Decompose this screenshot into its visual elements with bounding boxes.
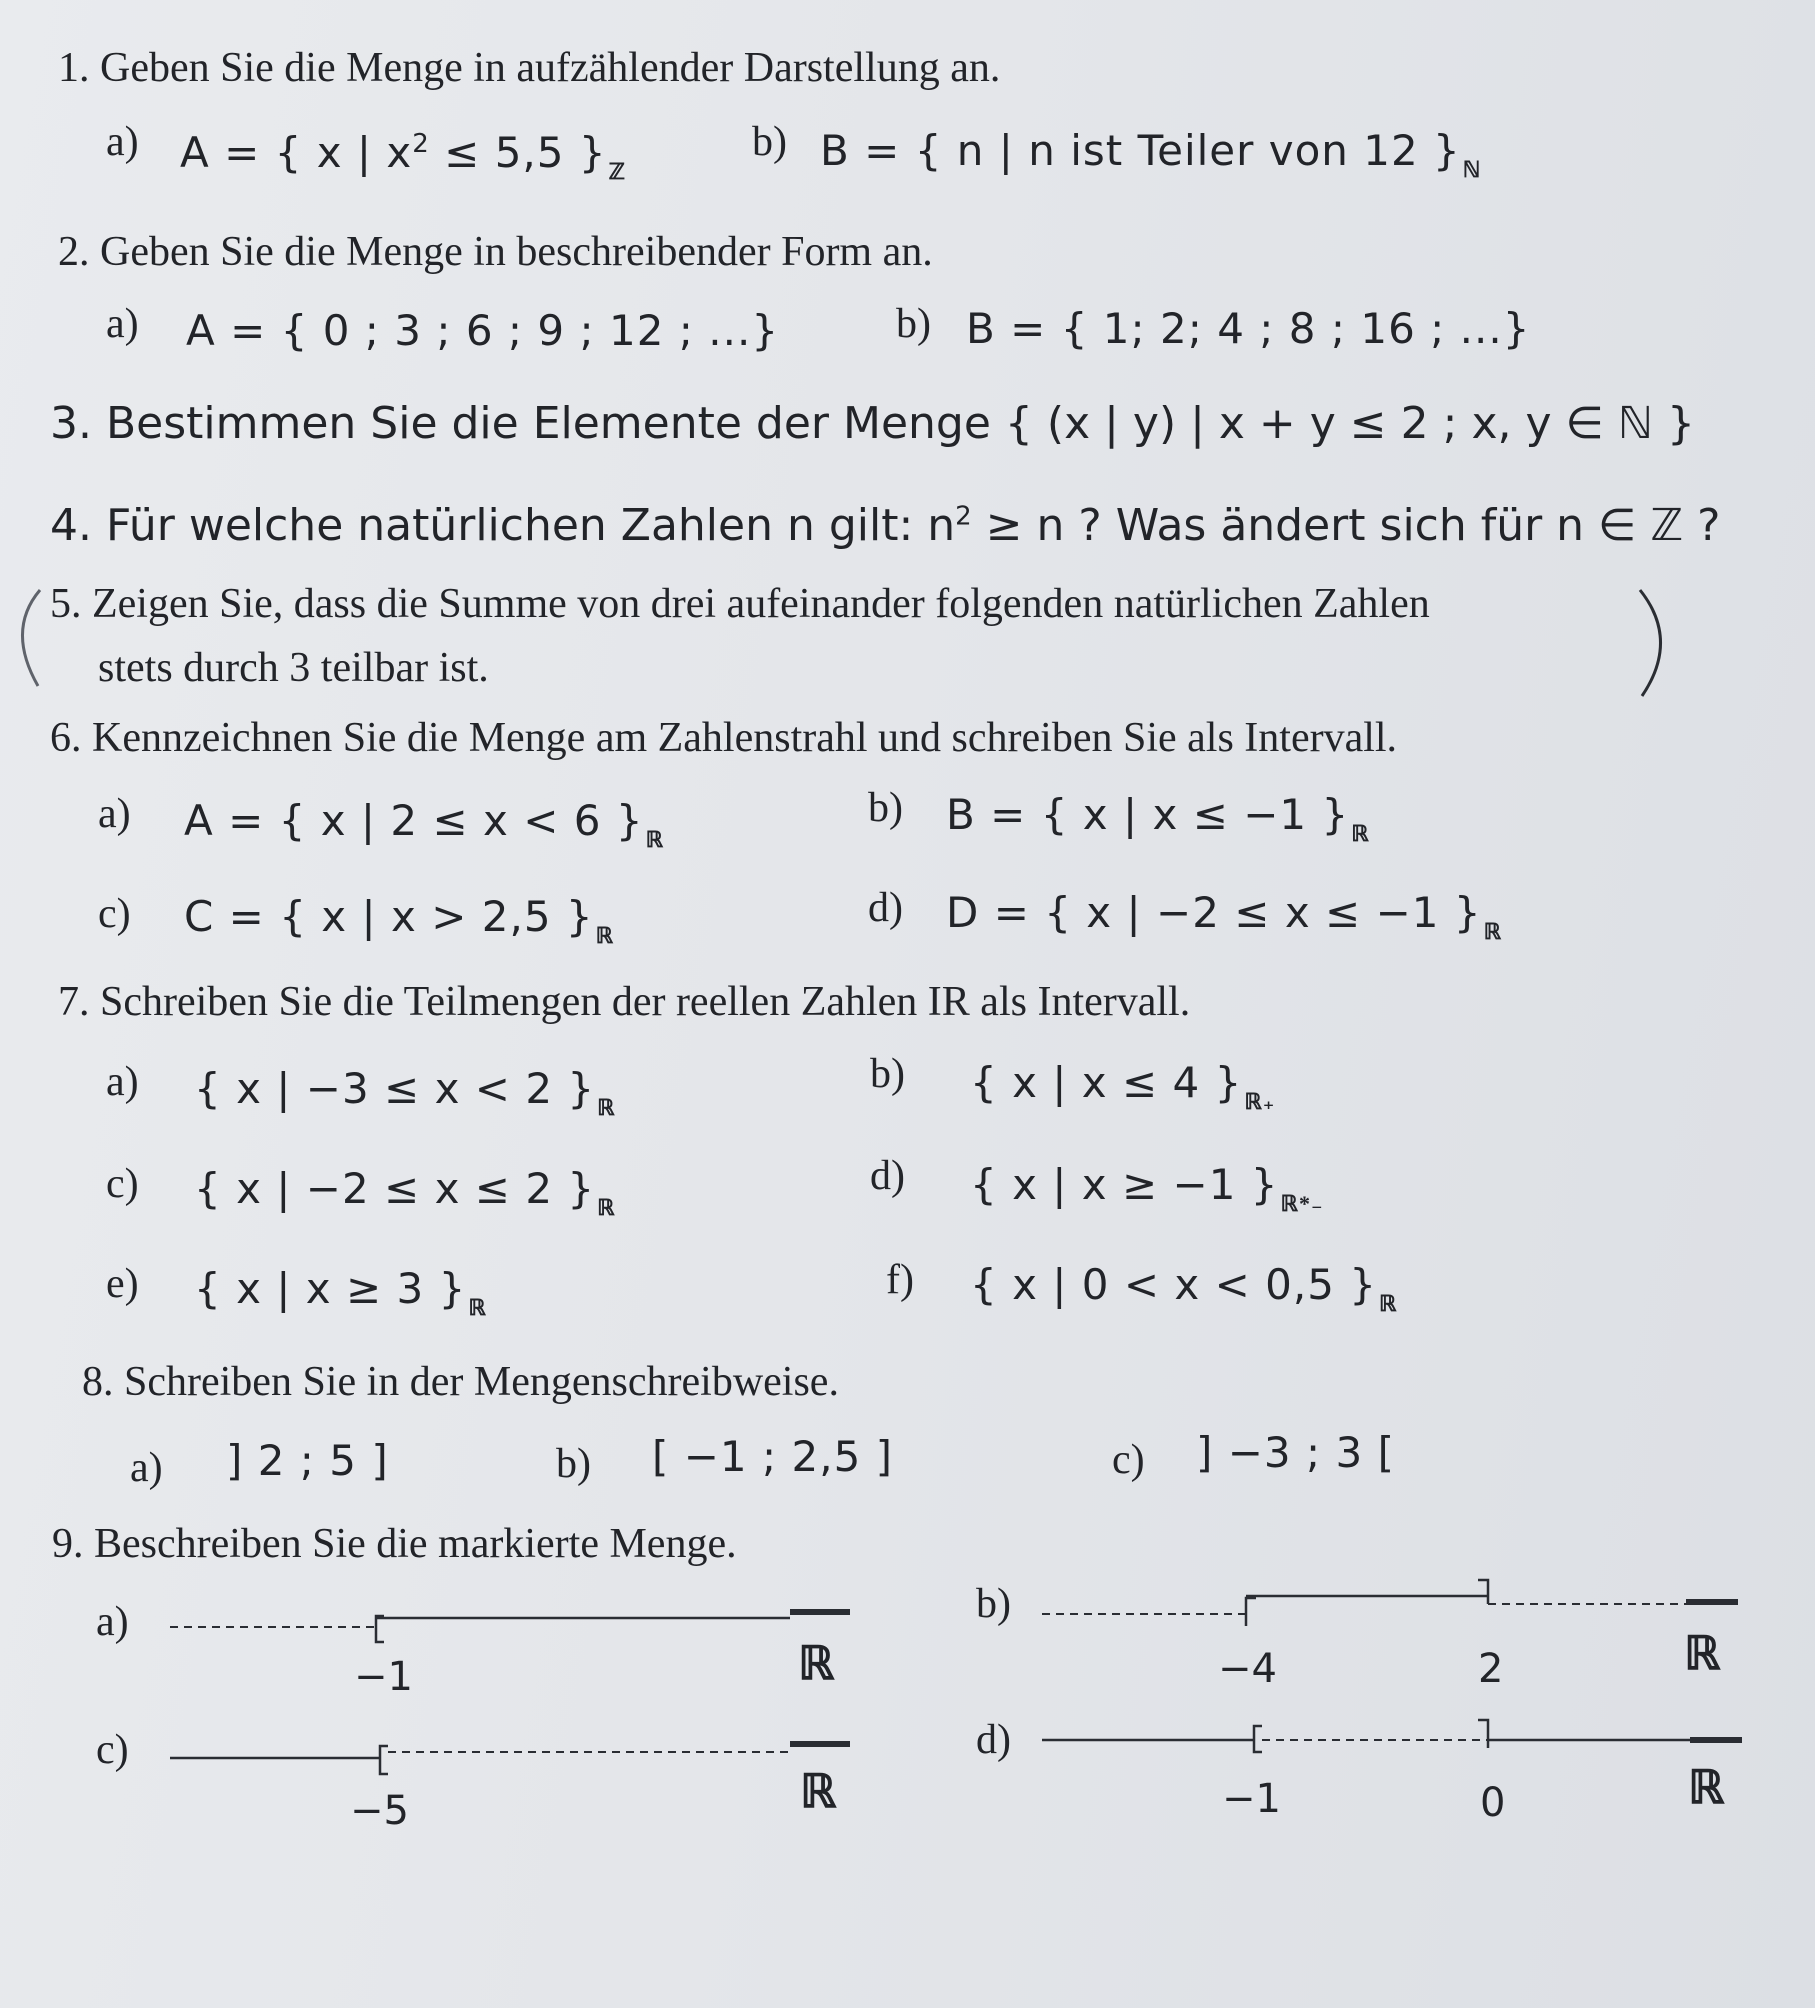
task1b-set: B = { n | n ist Teiler von 12 }$_ℕ$	[820, 126, 1482, 182]
task7f-label: f)	[886, 1257, 914, 1303]
task7e-label: e)	[106, 1261, 139, 1307]
task7e-domain: ℝ	[468, 1295, 487, 1320]
task7f-set: { x | 0 < x < 0,5 }$_ℝ$	[970, 1260, 1398, 1316]
task6c-domain: ℝ	[595, 923, 615, 948]
close-bracket-mark	[1478, 1720, 1488, 1748]
task1b-domain: ℕ	[1462, 157, 1482, 182]
open-bracket-mark	[1246, 1598, 1256, 1626]
task6b-label: b)	[868, 785, 903, 831]
task9c-label: c)	[96, 1727, 129, 1773]
task7c-domain: ℝ	[597, 1195, 616, 1220]
task9b-tick1: −4	[1218, 1646, 1277, 1692]
task8a-interval: ] 2 ; 5 ]	[226, 1436, 389, 1485]
task1a-domain: ℤ	[608, 159, 626, 184]
task9b-axis: ℝ	[1684, 1628, 1721, 1679]
task6a-label: a)	[98, 791, 131, 837]
open-bracket-mark	[380, 1746, 388, 1774]
task9a-label: a)	[96, 1599, 129, 1645]
task2a-label: a)	[106, 301, 139, 347]
task2-heading: 2. Geben Sie die Menge in beschreibender Form an.	[58, 229, 933, 275]
task9a-tick: −1	[354, 1654, 413, 1700]
task8-heading: 8. Schreiben Sie in der Mengenschreibweise.	[82, 1359, 839, 1405]
task7e-set: { x | x ≥ 3 }$_ℝ$	[194, 1264, 487, 1320]
task6d-label: d)	[868, 885, 903, 931]
numberline-b	[1042, 1580, 1738, 1626]
task8c-interval: ] −3 ; 3 [	[1196, 1428, 1395, 1477]
task9b-label: b)	[976, 1581, 1011, 1627]
task7b-set: { x | x ≤ 4 }$_{ℝ_+}$	[970, 1058, 1276, 1114]
task7-heading: 7. Schreiben Sie die Teilmengen der reellen Zahlen IR als Intervall.	[58, 979, 1191, 1025]
task5-line1: 5. Zeigen Sie, dass die Summe von drei aufeinander folgenden natürlichen Zahlen	[50, 581, 1430, 627]
task1b-label: b)	[752, 119, 787, 165]
task9d-tick1: −1	[1222, 1776, 1281, 1822]
task7a-label: a)	[106, 1059, 139, 1105]
task7b-label: b)	[870, 1051, 905, 1097]
task7a-set: { x | −3 ≤ x < 2 }$_ℝ$	[194, 1064, 616, 1120]
numberline-a	[170, 1612, 850, 1642]
task7b-domain: ℝ₊	[1244, 1089, 1276, 1114]
task9a-axis: ℝ	[798, 1638, 835, 1689]
task2b-set: B = { 1; 2; 4 ; 8 ; 16 ; ...}	[966, 304, 1531, 353]
task7f-domain: ℝ	[1379, 1291, 1398, 1316]
task9c-tick: −5	[350, 1788, 409, 1834]
task8b-interval: [ −1 ; 2,5 ]	[652, 1432, 894, 1481]
task6d-set: D = { x | −2 ≤ x ≤ −1 }$_ℝ$	[946, 888, 1502, 944]
task4-text: 4. Für welche natürlichen Zahlen n gilt: $n^2 \ge n$ ? Was ändert sich für n ∈ ℤ ?	[50, 500, 1721, 551]
close-bracket-mark	[1478, 1580, 1488, 1604]
task8c-label: c)	[1112, 1437, 1145, 1483]
task8a-label: a)	[130, 1445, 163, 1491]
task8b-label: b)	[556, 1441, 591, 1487]
task7c-set: { x | −2 ≤ x ≤ 2 }$_ℝ$	[194, 1164, 616, 1220]
task6d-domain: ℝ	[1483, 919, 1502, 944]
task6b-domain: ℝ	[1351, 821, 1370, 846]
task9-heading: 9. Beschreiben Sie die markierte Menge.	[52, 1521, 737, 1567]
task5-line2: stets durch 3 teilbar ist.	[98, 645, 489, 691]
task1-heading: 1. Geben Sie die Menge in aufzählender Darstellung an.	[58, 45, 1001, 91]
task9d-label: d)	[976, 1717, 1011, 1763]
open-bracket-mark	[1254, 1726, 1262, 1752]
task7d-set: { x | x ≥ −1 }$_{ℝ*_-}$	[970, 1160, 1324, 1216]
task6-heading: 6. Kennzeichnen Sie die Menge am Zahlenstrahl und schreiben Sie als Intervall.	[50, 715, 1398, 761]
task6a-set: A = { x | 2 ≤ x < 6 }$_ℝ$	[184, 796, 664, 852]
left-bracket-mark	[22, 590, 40, 686]
numberline-c	[170, 1744, 850, 1774]
task9d-tick2: 0	[1480, 1780, 1506, 1826]
task6b-set: B = { x | x ≤ −1 }$_ℝ$	[946, 790, 1370, 846]
task7d-domain: ℝ*₋	[1280, 1191, 1324, 1216]
task2b-label: b)	[896, 301, 931, 347]
task1a-set: A = { x | $x^2 \le 5,5$ }$_ℤ$	[180, 128, 626, 184]
task7c-label: c)	[106, 1161, 139, 1207]
task9b-tick2: 2	[1478, 1646, 1504, 1692]
right-bracket-mark	[1640, 590, 1661, 696]
task2a-set: A = { 0 ; 3 ; 6 ; 9 ; 12 ; ...}	[186, 306, 780, 355]
task1a-label: a)	[106, 119, 139, 165]
numberline-d	[1042, 1720, 1742, 1752]
task6c-set: C = { x | x > 2,5 }$_ℝ$	[184, 892, 615, 948]
task9d-axis: ℝ	[1688, 1762, 1725, 1813]
task3-text: 3. Bestimmen Sie die Elemente der Menge { (x | y) | x + y ≤ 2 ; x, y ∈ ℕ }	[50, 398, 1696, 449]
task7a-domain: ℝ	[597, 1095, 616, 1120]
task9c-axis: ℝ	[800, 1766, 837, 1817]
task7d-label: d)	[870, 1153, 905, 1199]
open-bracket-mark	[376, 1616, 384, 1642]
task6a-domain: ℝ	[645, 827, 664, 852]
task6c-label: c)	[98, 891, 131, 937]
